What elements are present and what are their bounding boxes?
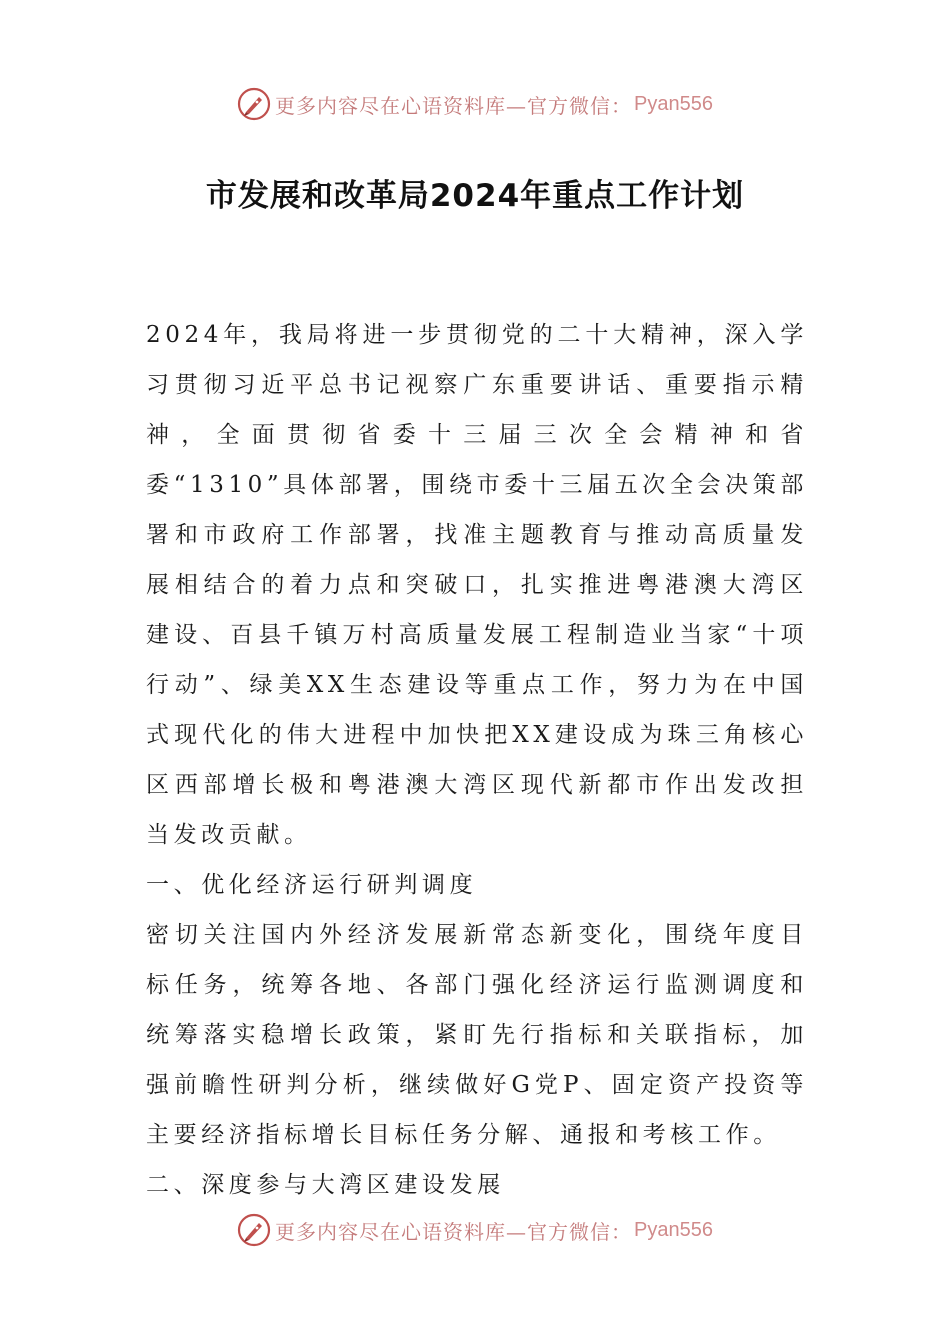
section-1-heading: 一、优化经济运行研判调度 bbox=[146, 872, 478, 898]
document-body bbox=[146, 310, 808, 1210]
watermark-text: 更多内容尽在心语资料库—官方微信： bbox=[275, 93, 633, 118]
pen-nib-icon bbox=[237, 87, 271, 121]
section-2-heading: 二、深度参与大湾区建设发展 bbox=[146, 1172, 505, 1198]
section-1-paragraph: 密切关注国内外经济发展新常态新变化，围绕年度目标任务，统筹各地、各部门强化经济运行监测调度和统筹落实稳增长政策，紧盯先行指标和关联指标，加强前瞻性研判分析，继续做好G党P、固定资产投资等主要经济指标增长目标任务分解、通报和考核工作。 bbox=[146, 922, 808, 1148]
watermark-footer bbox=[0, 1210, 950, 1250]
watermark-header bbox=[0, 84, 950, 124]
intro-paragraph: 2024年，我局将进一步贯彻党的二十大精神，深入学习贯彻习近平总书记视察广东重要讲话、重要指示精神，全面贯彻省委十三届三次全会精神和省委“1310”具体部署，围绕市委十三届五次全会决策部署和市政府工作部署，找准主题教育与推动高质量发展相结合的着力点和突破口，扎实推进粤港澳大湾区建设、百县千镇万村高质量发展工程制造业当家“十项行动”、绿美XX生态建设等重点工作，努力为在中国式现代化的伟大进程中加快把XX建设成为珠三角核心区西部增长极和粤港澳大湾区现代新都市作出发改担当发改贡献。 bbox=[146, 322, 808, 848]
watermark-account: Pyan556 bbox=[634, 1218, 713, 1241]
pen-nib-icon bbox=[237, 1213, 271, 1247]
watermark-account: Pyan556 bbox=[634, 92, 713, 115]
document-title: 市发展和改革局2024年重点工作计划 bbox=[205, 178, 745, 214]
watermark-text: 更多内容尽在心语资料库—官方微信： bbox=[275, 1219, 633, 1244]
